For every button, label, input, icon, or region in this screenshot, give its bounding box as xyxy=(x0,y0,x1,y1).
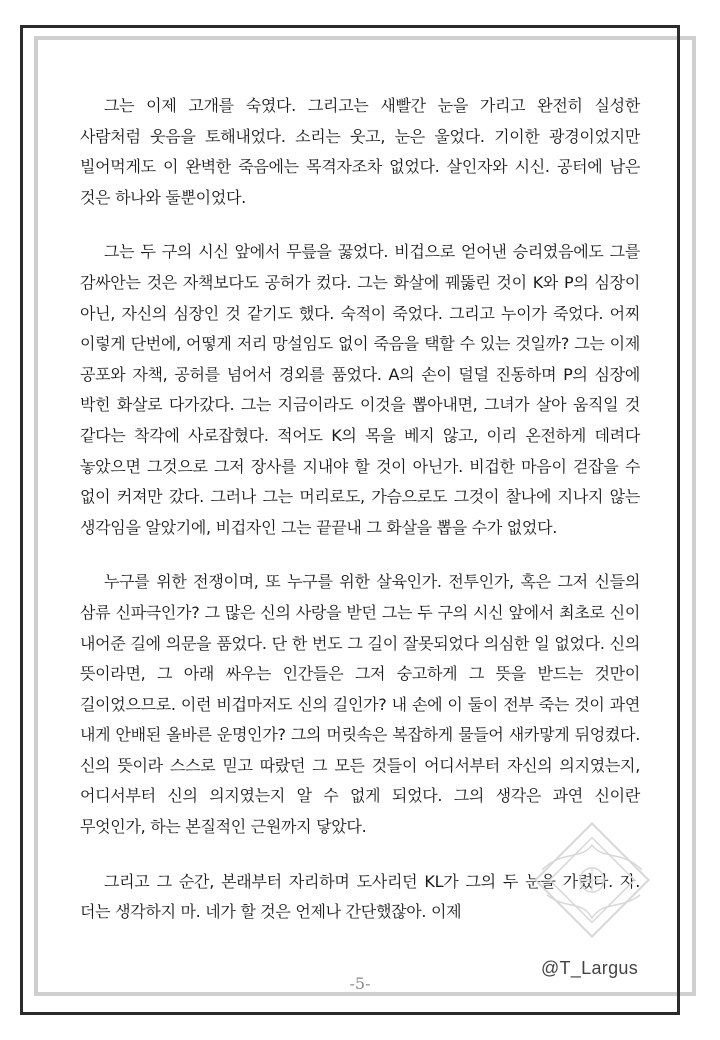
paragraph-3: 누구를 위한 전쟁이며, 또 누구를 위한 살육인가. 전투인가, 혹은 그저 신들의 삼류 신파극인가? 그 많은 신의 사랑을 받던 그는 두 구의 시신 앞에서 최초로 신이 내어준 길에 의문을 품었다. 단 한 번도 그 길이 잘못되었다 의심한 일 없었다. 신의 뜻이라면, 그 아래 싸우는 인간들은 그저 숭고하게 그 뜻을 받드는 것만이 길이었으므로. 이런 비겁마저도 신의 길인가? 내 손에 이 둘이 전부 죽는 것이 과연 내게 안배된 올바른 운명인가? 그의 머릿속은 복잡하게 물들어 새카맣게 뒤엉켰다. 신의 뜻이라 스스로 믿고 따랐던 그 모든 것들이 어디서부터 자신의 의지였는지, 어디서부터 신의 의지였는지 알 수 없게 되었다. 그의 생각은 과연 신이란 무엇인가, 하는 본질적인 근원까지 닿았다. xyxy=(80,572,640,837)
page-number: -5- xyxy=(349,974,371,993)
decorative-seal-icon xyxy=(512,800,672,960)
paragraph-4: 그리고 그 순간, 본래부터 자리하며 도사리던 KL가 그의 두 눈을 가렸다. 자. 더는 생각하지 마. 네가 할 것은 언제나 간단했잖아. 이제 xyxy=(80,871,640,922)
paragraph-2: 그는 두 구의 시신 앞에서 무릎을 꿇었다. 비겁으로 얻어낸 승리였음에도 그를 감싸안는 것은 자책보다도 공허가 컸다. 그는 화살에 꿰뚫린 것이 K와 P의 심장이 아닌, 자신의 심장인 것 같기도 했다. 숙적이 죽었다. 그리고 누이가 죽었다. 어찌 이렇게 단번에, 어떻게 저리 망설임도 없이 죽음을 택할 수 있는 것일까? 그는 이제 공포와 자책, 공허를 넘어서 경외를 품었다. A의 손이 덜덜 진동하며 P의 심장에 박힌 화살로 다가갔다. 그는 지금이라도 이것을 뽑아내면, 그녀가 살아 움직일 것 같다는 착각에 사로잡혔다. 적어도 K의 목을 베지 않고, 이리 온전하게 데려다 놓았으면 그것으로 그저 장사를 지내야 할 것이 아닌가. 비겁한 마음이 걷잡을 수 없이 커져만 갔다. 그러나 그는 머리로도, 가슴으로도 그것이 찰나에 지나지 않는 생각임을 알았기에, 비겁자인 그는 끝끝내 그 화살을 뽑을 수가 없었다. xyxy=(80,242,640,537)
watermark-handle: @T_Largus xyxy=(540,958,638,978)
paragraph-1: 그는 이제 고개를 숙였다. 그리고는 새빨간 눈을 가리고 완전히 실성한 사람처럼 웃음을 토해내었다. 소리는 웃고, 눈은 울었다. 기이한 광경이었지만 빌어먹게도 이 완벽한 죽음에는 목격자조차 없었다. 살인자와 시신. 공터에 남은 것은 하나와 둘뿐이었다. xyxy=(80,96,640,207)
